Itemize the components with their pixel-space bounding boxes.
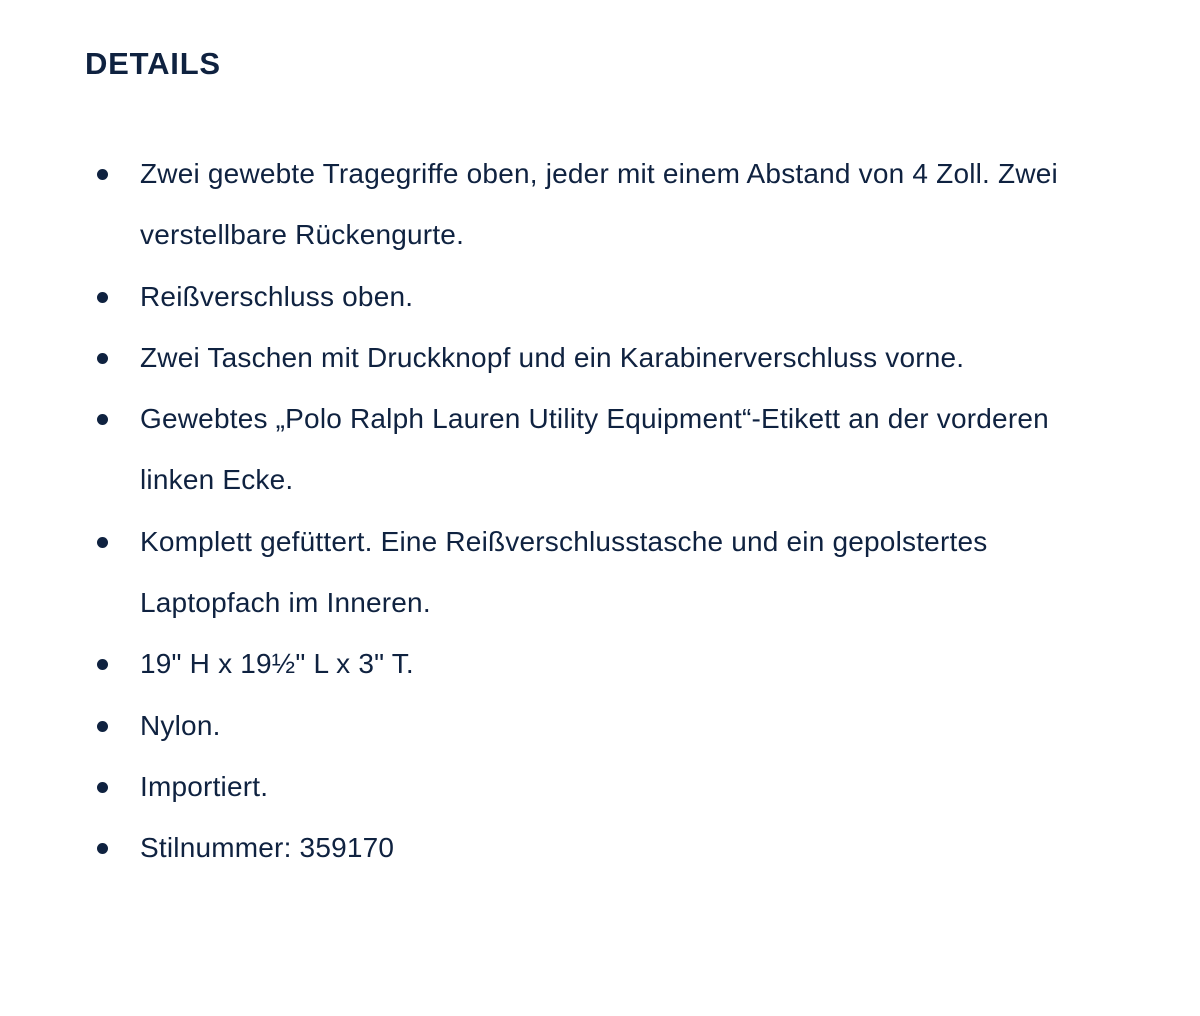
details-heading: DETAILS [85,46,221,81]
details-item-text: Gewebtes „Polo Ralph Lauren Utility Equipment“-Etikett an der vorderen linken Ecke. [140,403,1049,496]
details-list-item [0,143,1200,266]
details-list-item [0,695,1200,756]
bullet-icon [97,659,108,670]
bullet-icon [97,414,108,425]
details-list-item [0,327,1200,388]
details-item-text: Nylon. [140,709,221,741]
details-item-text: Komplett gefüttert. Eine Reißverschlusstasche und ein gepolstertes Laptopfach im Inneren. [140,525,988,619]
details-item-text: Stilnummer: 359170 [140,832,395,864]
bullet-icon [97,537,108,548]
details-list-item [0,266,1200,327]
details-item-text: Importiert. [140,770,269,802]
bullet-icon [97,169,108,180]
bullet-icon [97,353,108,364]
details-list-item [0,388,1200,511]
details-list-item [0,756,1200,817]
details-list-item [0,511,1200,634]
details-item-text: 19" H x 19½" L x 3" T. [140,648,414,680]
details-item-text: Zwei Taschen mit Druckknopf und ein Karabinerverschluss vorne. [140,341,965,373]
details-item-text: Reißverschluss oben. [140,280,414,312]
bullet-icon [97,721,108,732]
bullet-icon [97,292,108,303]
details-list [0,143,1200,879]
details-list-item [0,817,1200,878]
bullet-icon [97,843,108,854]
details-item-text: Zwei gewebte Tragegriffe oben, jeder mit einem Abstand von 4 Zoll. Zwei verstellbare Rückengurte. [140,158,1058,251]
bullet-icon [97,782,108,793]
details-list-item [0,633,1200,694]
